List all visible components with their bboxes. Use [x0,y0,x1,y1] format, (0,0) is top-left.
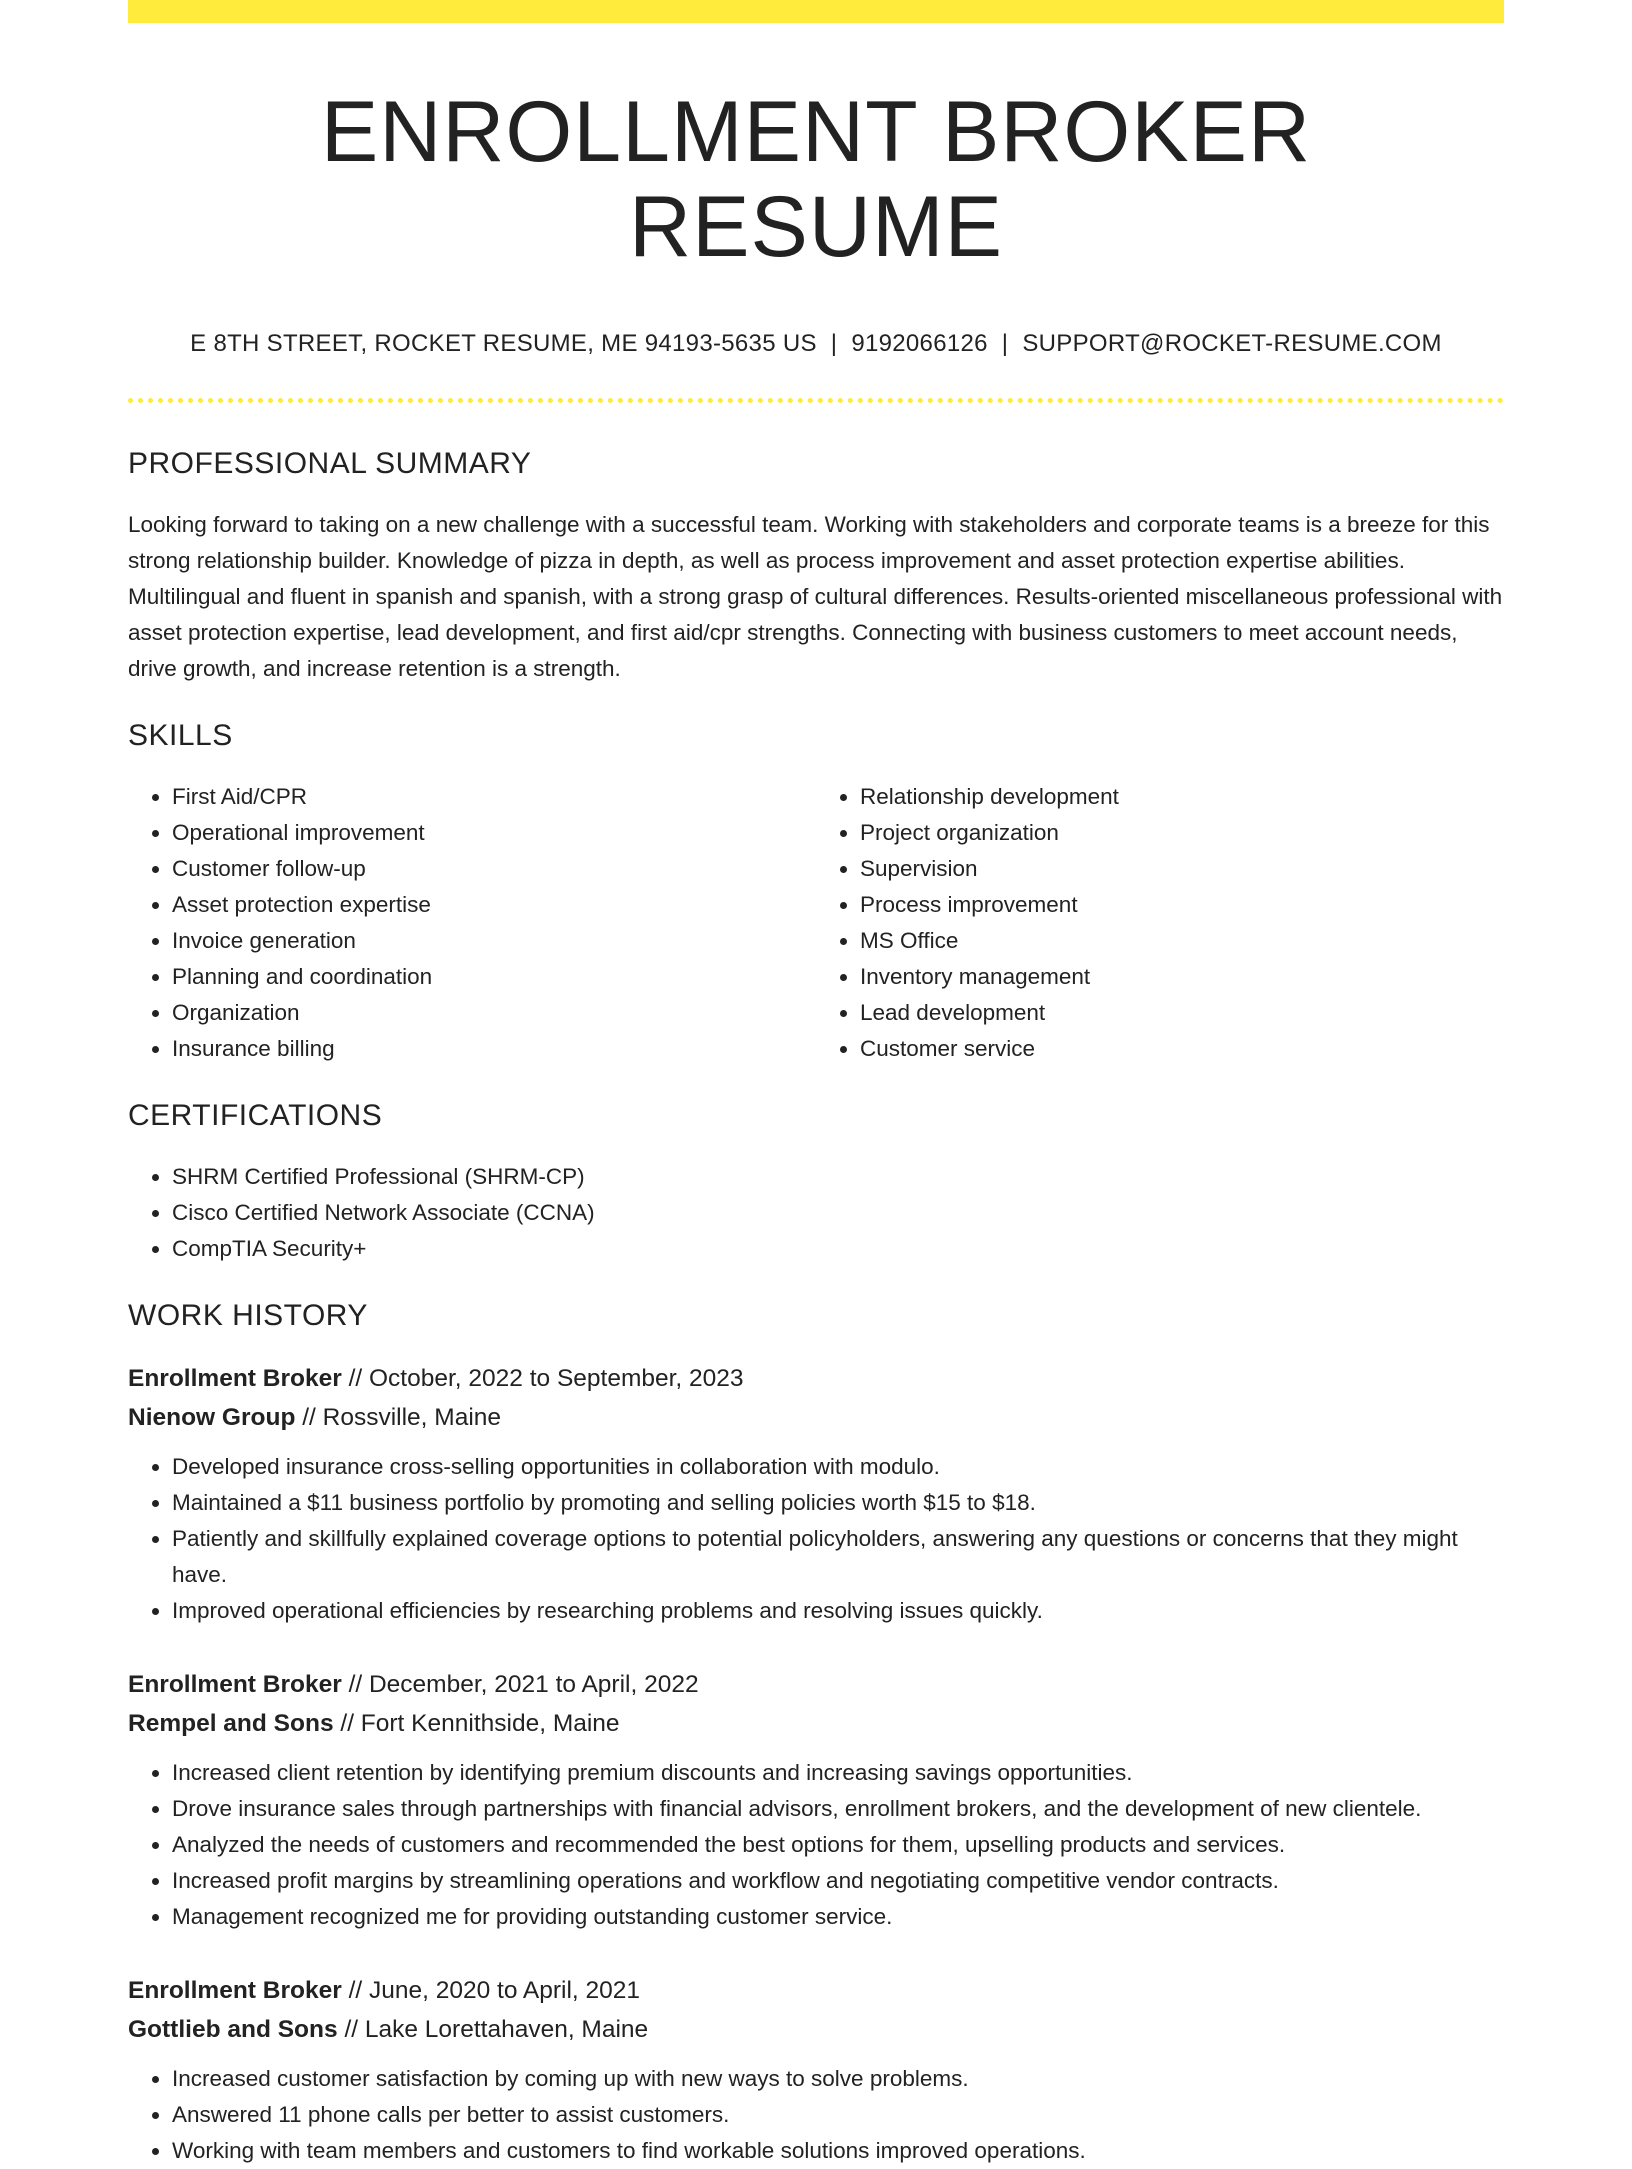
job-role: Enrollment Broker [128,1977,342,2005]
job-company: Nienow Group [128,1404,296,1432]
job-company-line [128,1704,1504,1743]
skill-item: • Inventory management [860,959,1504,995]
skills-heading: SKILLS [128,719,233,753]
skill-item: • Organization [172,995,816,1031]
job-bullet: • Working with team members and customers to find workable solutions improved operations. [172,2133,1504,2169]
skill-item: • Project organization [860,815,1504,851]
skill-item: • Process improvement [860,887,1504,923]
job-dates: // October, 2022 to September, 2023 [348,1365,744,1393]
job-entry [128,1971,1504,2169]
job-location: // Rossville, Maine [302,1404,502,1432]
contact-address: E 8TH STREET, ROCKET RESUME, ME 94193-5635 US [190,330,817,358]
job-location: // Fort Kennithside, Maine [340,1710,620,1738]
contact-separator: | [830,330,838,358]
job-bullet: • Answered 11 phone calls per better to assist customers. [172,2097,1504,2133]
contact-phone: 9192066126 [851,330,988,358]
skill-item: • Supervision [860,851,1504,887]
certifications-heading: CERTIFICATIONS [128,1099,383,1133]
skills-list-left [128,779,816,1067]
summary-text: Looking forward to taking on a new challenge with a successful team. Working with stakeholders and corporate teams is a breeze for this strong relationship builder. Knowledge of pizza in depth, as well as process improvement and asset protection expertise abilities. Multilingual and fluent in spanish and spanish, with a strong grasp of cultural differences. Results-oriented miscellaneous professional with asset protection expertise, lead development, and first aid/cpr strengths. Connecting with business customers to meet account needs, drive growth, and increase retention is a strength. [128,512,1503,682]
contact-email: SUPPORT@ROCKET-RESUME.COM [1022,330,1442,358]
skill-item: • Operational improvement [172,815,816,851]
dotted-divider [128,398,1504,403]
job-company-line [128,2010,1504,2049]
skill-item: • Lead development [860,995,1504,1031]
skill-item: • Insurance billing [172,1031,816,1067]
job-location: // Lake Lorettahaven, Maine [344,2016,649,2044]
job-bullet: • Analyzed the needs of customers and recommended the best options for them, upselling products and services. [172,1827,1504,1863]
certification-item: • CompTIA Security+ [172,1231,1504,1267]
job-entry [128,1359,1504,1629]
work-history-heading: WORK HISTORY [128,1299,368,1333]
job-entry [128,1665,1504,1935]
skill-item: • Asset protection expertise [172,887,816,923]
skills-columns [128,779,1504,1067]
job-company: Gottlieb and Sons [128,2016,338,2044]
job-bullet: • Drove insurance sales through partnerships with financial advisors, enrollment brokers, and the development of new clientele. [172,1791,1504,1827]
job-bullet-list [128,1449,1504,1629]
job-bullet-list [128,2061,1504,2169]
resume-page [128,0,1504,2169]
job-bullet: • Maintained a $11 business portfolio by promoting and selling policies worth $15 to $18. [172,1485,1504,1521]
contact-line [128,330,1504,358]
skill-item: • Customer service [860,1031,1504,1067]
job-role: Enrollment Broker [128,1671,342,1699]
job-bullet: • Patiently and skillfully explained coverage options to potential policyholders, answering any questions or concerns that they might have. [172,1521,1504,1593]
job-dates: // June, 2020 to April, 2021 [348,1977,641,2005]
job-bullet: • Increased profit margins by streamlining operations and workflow and negotiating competitive vendor contracts. [172,1863,1504,1899]
job-company-line [128,1398,1504,1437]
job-bullet: • Increased customer satisfaction by coming up with new ways to solve problems. [172,2061,1504,2097]
contact-separator: | [1001,330,1009,358]
job-bullet: • Increased client retention by identifying premium discounts and increasing savings opportunities. [172,1755,1504,1791]
top-accent-bar [128,0,1504,23]
certifications-list [128,1159,1504,1267]
job-bullet: • Management recognized me for providing outstanding customer service. [172,1899,1504,1935]
skill-item: • Relationship development [860,779,1504,815]
job-bullet: • Developed insurance cross-selling opportunities in collaboration with modulo. [172,1449,1504,1485]
job-role: Enrollment Broker [128,1365,342,1393]
skills-list-right [816,779,1504,1067]
summary-heading: PROFESSIONAL SUMMARY [128,447,532,481]
job-title-line [128,1971,1504,2010]
job-title-line [128,1665,1504,1704]
skill-item: • MS Office [860,923,1504,959]
job-dates: // December, 2021 to April, 2022 [348,1671,699,1699]
job-company: Rempel and Sons [128,1710,334,1738]
job-title-line [128,1359,1504,1398]
certification-item: • SHRM Certified Professional (SHRM-CP) [172,1159,1504,1195]
job-bullet: • Improved operational efficiencies by researching problems and resolving issues quickly. [172,1593,1504,1629]
skill-item: • Invoice generation [172,923,816,959]
skill-item: • Customer follow-up [172,851,816,887]
job-bullet-list [128,1755,1504,1935]
skill-item: • Planning and coordination [172,959,816,995]
certification-item: • Cisco Certified Network Associate (CCNA) [172,1195,1504,1231]
skill-item: • First Aid/CPR [172,779,816,815]
resume-title: ENROLLMENT BROKER RESUME [320,84,1312,275]
